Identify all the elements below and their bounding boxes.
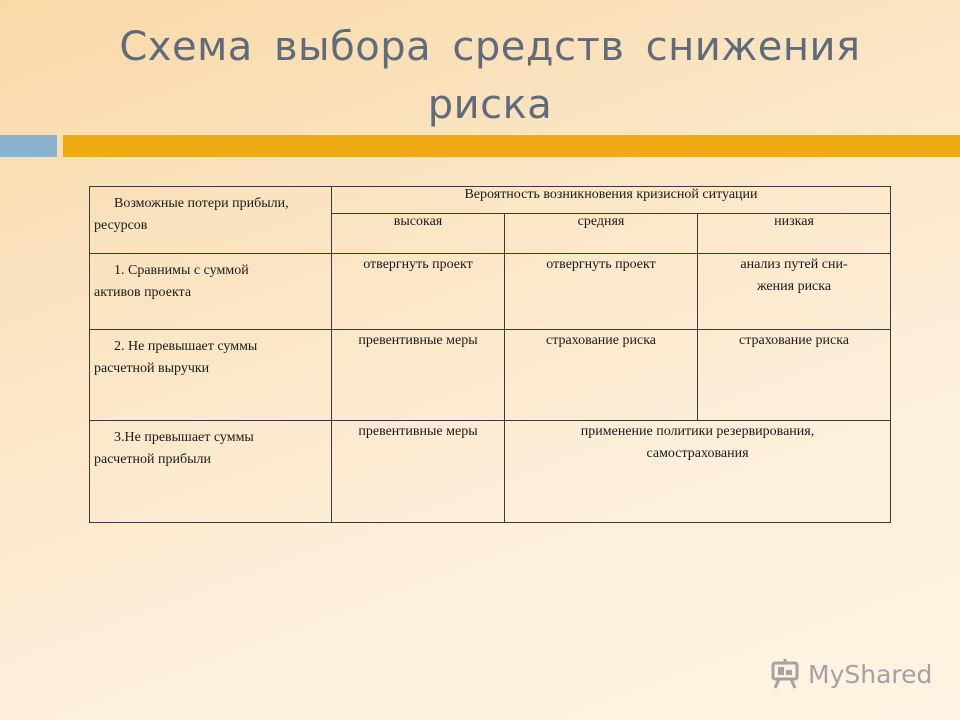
- myshared-logo: [768, 655, 932, 693]
- row3-medium-low-line2: самострахования: [646, 446, 749, 461]
- row3-medium-low: [505, 421, 891, 523]
- row2-loss-line2: расчетной выручки: [94, 361, 210, 376]
- subheader-high: высокая: [332, 214, 505, 254]
- row1-medium: отвергнуть проект: [505, 254, 698, 330]
- row3-medium-low-line1: применение политики резервирования,: [580, 424, 815, 439]
- row1-high: отвергнуть проект: [332, 254, 505, 330]
- row1-loss-line2: активов проекта: [94, 285, 192, 300]
- row3-loss: [90, 421, 332, 523]
- header-loss-line2: ресурсов: [94, 218, 148, 233]
- risk-selection-table: [89, 186, 891, 523]
- row2-low: страхование риска: [698, 330, 891, 421]
- subheader-low: низкая: [698, 214, 891, 254]
- row2-high: превентивные меры: [332, 330, 505, 421]
- presentation-board-icon: [768, 657, 802, 691]
- slide-title-line1: Схема выбора средств снижения: [119, 24, 861, 70]
- row3-loss-line2: расчетной прибыли: [94, 452, 211, 467]
- row3-high: превентивные меры: [332, 421, 505, 523]
- subheader-medium: средняя: [505, 214, 698, 254]
- row2-loss-line1: 2. Не превышает суммы: [114, 339, 258, 354]
- accent-bar-blue: [0, 135, 57, 157]
- row1-low: [698, 254, 891, 330]
- row2-loss: [90, 330, 332, 421]
- logo-text: MyShared: [808, 659, 933, 689]
- row1-loss: [90, 254, 332, 330]
- header-probability: Вероятность возникновения кризисной ситуации: [332, 187, 891, 214]
- row2-medium: страхование риска: [505, 330, 698, 421]
- accent-bar-orange: [63, 135, 960, 157]
- slide-title-line2: риска: [427, 82, 553, 128]
- row1-low-line2: жения риска: [756, 279, 832, 294]
- slide-title: [0, 18, 960, 134]
- row3-loss-line1: 3.Не превышает суммы: [114, 430, 254, 445]
- row1-loss-line1: 1. Сравнимы с суммой: [114, 263, 249, 278]
- row1-low-line1: анализ путей сни-: [740, 257, 848, 272]
- header-loss-line1: Возможные потери прибыли,: [114, 196, 289, 211]
- header-loss: [90, 187, 332, 254]
